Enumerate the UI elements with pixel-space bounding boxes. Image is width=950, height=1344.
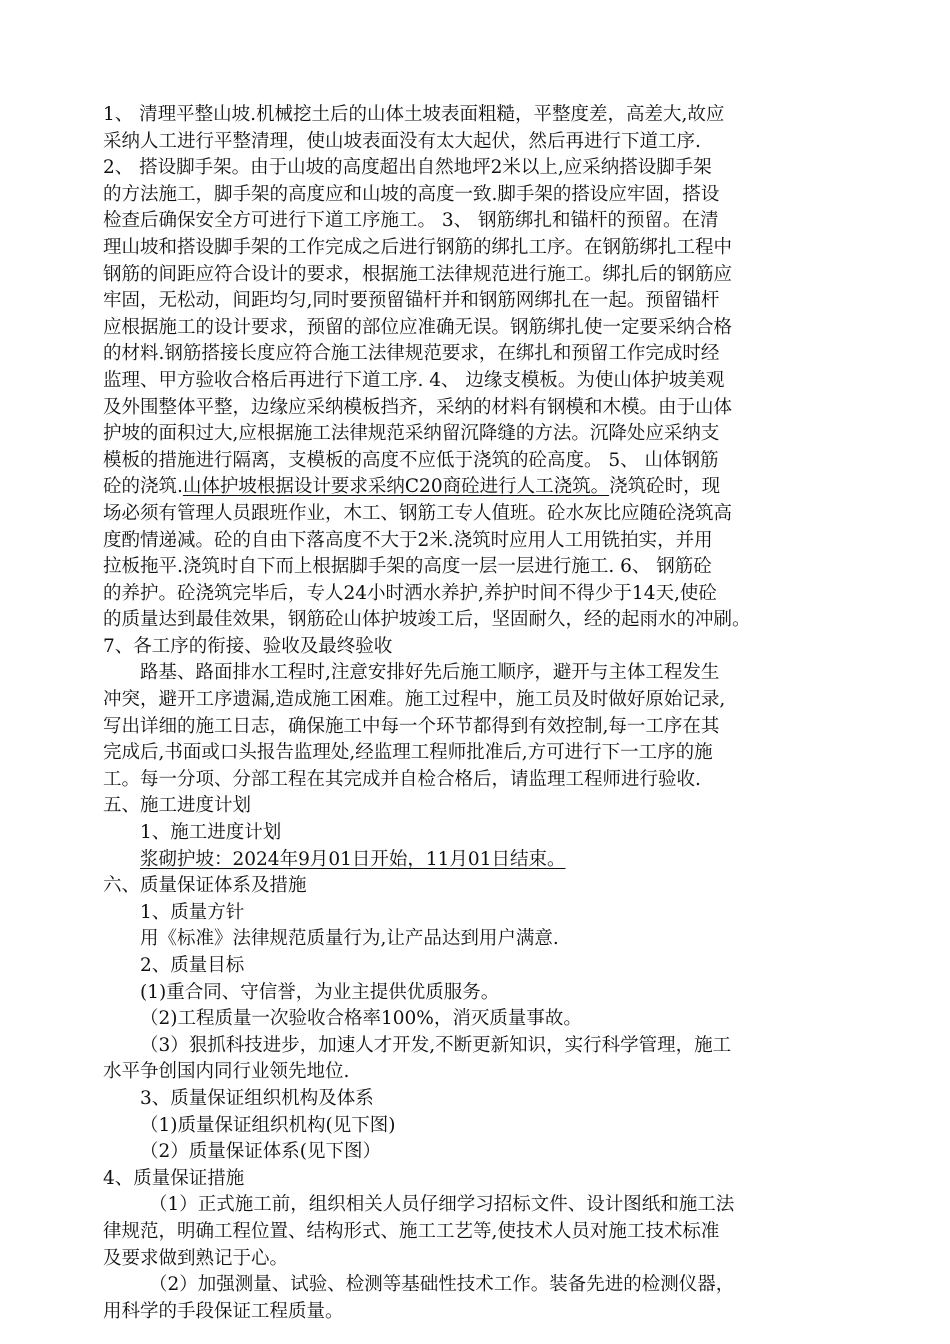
text-line: 模板的措施进行隔离，支模板的高度不应低于浇筑的砼高度。 5、 山体钢筋 <box>103 449 719 471</box>
text-line: 水平争创国内同行业领先地位. <box>103 1061 350 1083</box>
text-line: 的方法施工，脚手架的高度应和山坡的高度一致.脚手架的搭设应牢固，搭设 <box>103 183 720 205</box>
subheading-quality-measures: 4、质量保证措施 <box>103 1167 245 1189</box>
text-line: 的养护。砼浇筑完毕后，专人24小时洒水养护,养护时间不得少于14天,使砼 <box>103 582 717 604</box>
quality-measure-1 <box>103 1192 873 1272</box>
section-heading-7: 7、各工序的衔接、验收及最终验收 <box>103 635 393 657</box>
text-line: 护坡的面积过大,应根据施工法律规范采纳留沉降缝的方法。沉降处应采纳支 <box>103 423 720 445</box>
schedule-underlined-text: 浆砌护坡：2024年9月01日开始，11月01日结束。 <box>140 848 566 870</box>
text-line: 钢筋的间距应符合设计的要求，根据施工法律规范进行施工。绑扎后的钢筋应 <box>103 263 733 285</box>
document-page <box>103 102 873 1325</box>
text-line: 的材料.钢筋搭接长度应符合施工法律规范要求，在绑扎和预留工作完成时经 <box>103 343 720 365</box>
quality-goal-3 <box>103 1033 873 1086</box>
section-heading-6: 六、质量保证体系及措施 <box>103 875 307 897</box>
text-segment: 浇筑砼时，现 <box>609 476 721 498</box>
text-line: 应根据施工的设计要求，预留的部位应准确无误。钢筋绑扎使一定要采纳合格 <box>103 316 733 338</box>
text-segment: 砼的浇筑. <box>103 476 183 498</box>
acceptance-paragraph <box>103 660 873 793</box>
section-heading-5: 五、施工进度计划 <box>103 795 252 817</box>
text-line: 完成后,书面或口头报告监理处,经监理工程师批准后,方可进行下一工序的施 <box>103 742 713 764</box>
underlined-c20-concrete-text: 山体护坡根据设计要求采纳C20商砼进行人工浇筑。 <box>182 476 610 498</box>
subheading-quality-goals: 2、质量目标 <box>140 955 245 976</box>
text-line: 律规范，明确工程位置、结构形式、施工工艺等,使技术人员对施工技术标准 <box>103 1220 720 1242</box>
text-line: 度酌情递减。砼的自由下落高度不大于2米.浇筑时应用人工用铣拍实，并用 <box>103 529 713 551</box>
text-line: （2）加强测量、试验、检测等基础性技术工作。装备先进的检测仪器， <box>149 1274 735 1296</box>
text-line-with-underline <box>103 474 873 501</box>
text-line: （3）狠抓科技进步，加速人才开发,不断更新知识，实行科学管理，施工 <box>140 1034 732 1056</box>
construction-steps-paragraph <box>103 102 873 634</box>
text-line: 1、 清理平整山坡.机械挖土后的山体土坡表面粗糙，平整度差，高差大,故应 <box>103 104 725 125</box>
text-line: 路基、路面排水工程时,注意安排好先后施工顺序，避开与主体工程发生 <box>140 662 720 684</box>
quality-goal-1: (1)重合同、守信誉，为业主提供优质服务。 <box>140 981 500 1003</box>
text-line: （1）正式施工前，组织相关人员仔细学习招标文件、设计图纸和施工法 <box>149 1194 735 1216</box>
subheading-schedule: 1、施工进度计划 <box>140 822 282 844</box>
quality-org-item-2: （2）质量保证体系(见下图） <box>140 1141 381 1163</box>
quality-goal-2: （2)工程质量一次验收合格率100%，消灭质量事故。 <box>140 1008 582 1030</box>
quality-policy-text: 用《标准》法律规范质量行为,让产品达到用户满意. <box>140 928 559 950</box>
subheading-quality-org: 3、质量保证组织机构及体系 <box>140 1087 374 1109</box>
text-line: 2、 搭设脚手架。由于山坡的高度超出自然地坪2米以上,应采纳搭设脚手架 <box>103 157 712 179</box>
quality-org-item-1: （1)质量保证组织机构(见下图) <box>140 1114 396 1136</box>
quality-measure-2 <box>103 1272 873 1325</box>
text-line: 牢固，无松动，间距均匀,同时要预留锚杆并和钢筋网绑扎在一起。预留锚杆 <box>103 290 720 312</box>
text-line: 工。每一分项、分部工程在其完成并自检合格后，请监理工程师进行验收. <box>103 768 701 790</box>
text-line: 场必须有管理人员跟班作业，木工、钢筋工专人值班。砼水灰比应随砼浇筑高 <box>103 502 733 524</box>
text-line: 及要求做到熟记于心。 <box>103 1247 289 1269</box>
text-line: 采纳人工进行平整清理，使山坡表面没有太大起伏，然后再进行下道工序. <box>103 130 701 152</box>
text-line: 的质量达到最佳效果，钢筋砼山体护坡竣工后，坚固耐久，经的起雨水的冲刷。 <box>103 609 751 631</box>
subheading-quality-policy: 1、质量方针 <box>140 901 245 923</box>
text-line: 冲突，避开工序遗漏,造成施工困难。施工过程中，施工员及时做好原始记录, <box>103 689 726 711</box>
text-line: 拉板拖平.浇筑时自下而上根据脚手架的高度一层一层进行施工. 6、 钢筋砼 <box>103 556 712 578</box>
text-line: 监理、甲方验收合格后再进行下道工序. 4、 边缘支模板。为使山体护坡美观 <box>103 369 725 391</box>
schedule-text <box>103 847 873 874</box>
text-line: 理山坡和搭设脚手架的工作完成之后进行钢筋的绑扎工序。在钢筋绑扎工程中 <box>103 236 733 258</box>
text-line: 写出详细的施工日志，确保施工中每一个环节都得到有效控制,每一工序在其 <box>103 715 720 737</box>
text-line: 用科学的手段保证工程质量。 <box>103 1300 344 1322</box>
text-line: 检查后确保安全方可进行下道工序施工。 3、 钢筋绑扎和锚杆的预留。在清 <box>103 210 719 232</box>
text-line: 及外围整体平整，边缘应采纳模板挡齐，采纳的材料有钢模和木模。由于山体 <box>103 396 733 418</box>
